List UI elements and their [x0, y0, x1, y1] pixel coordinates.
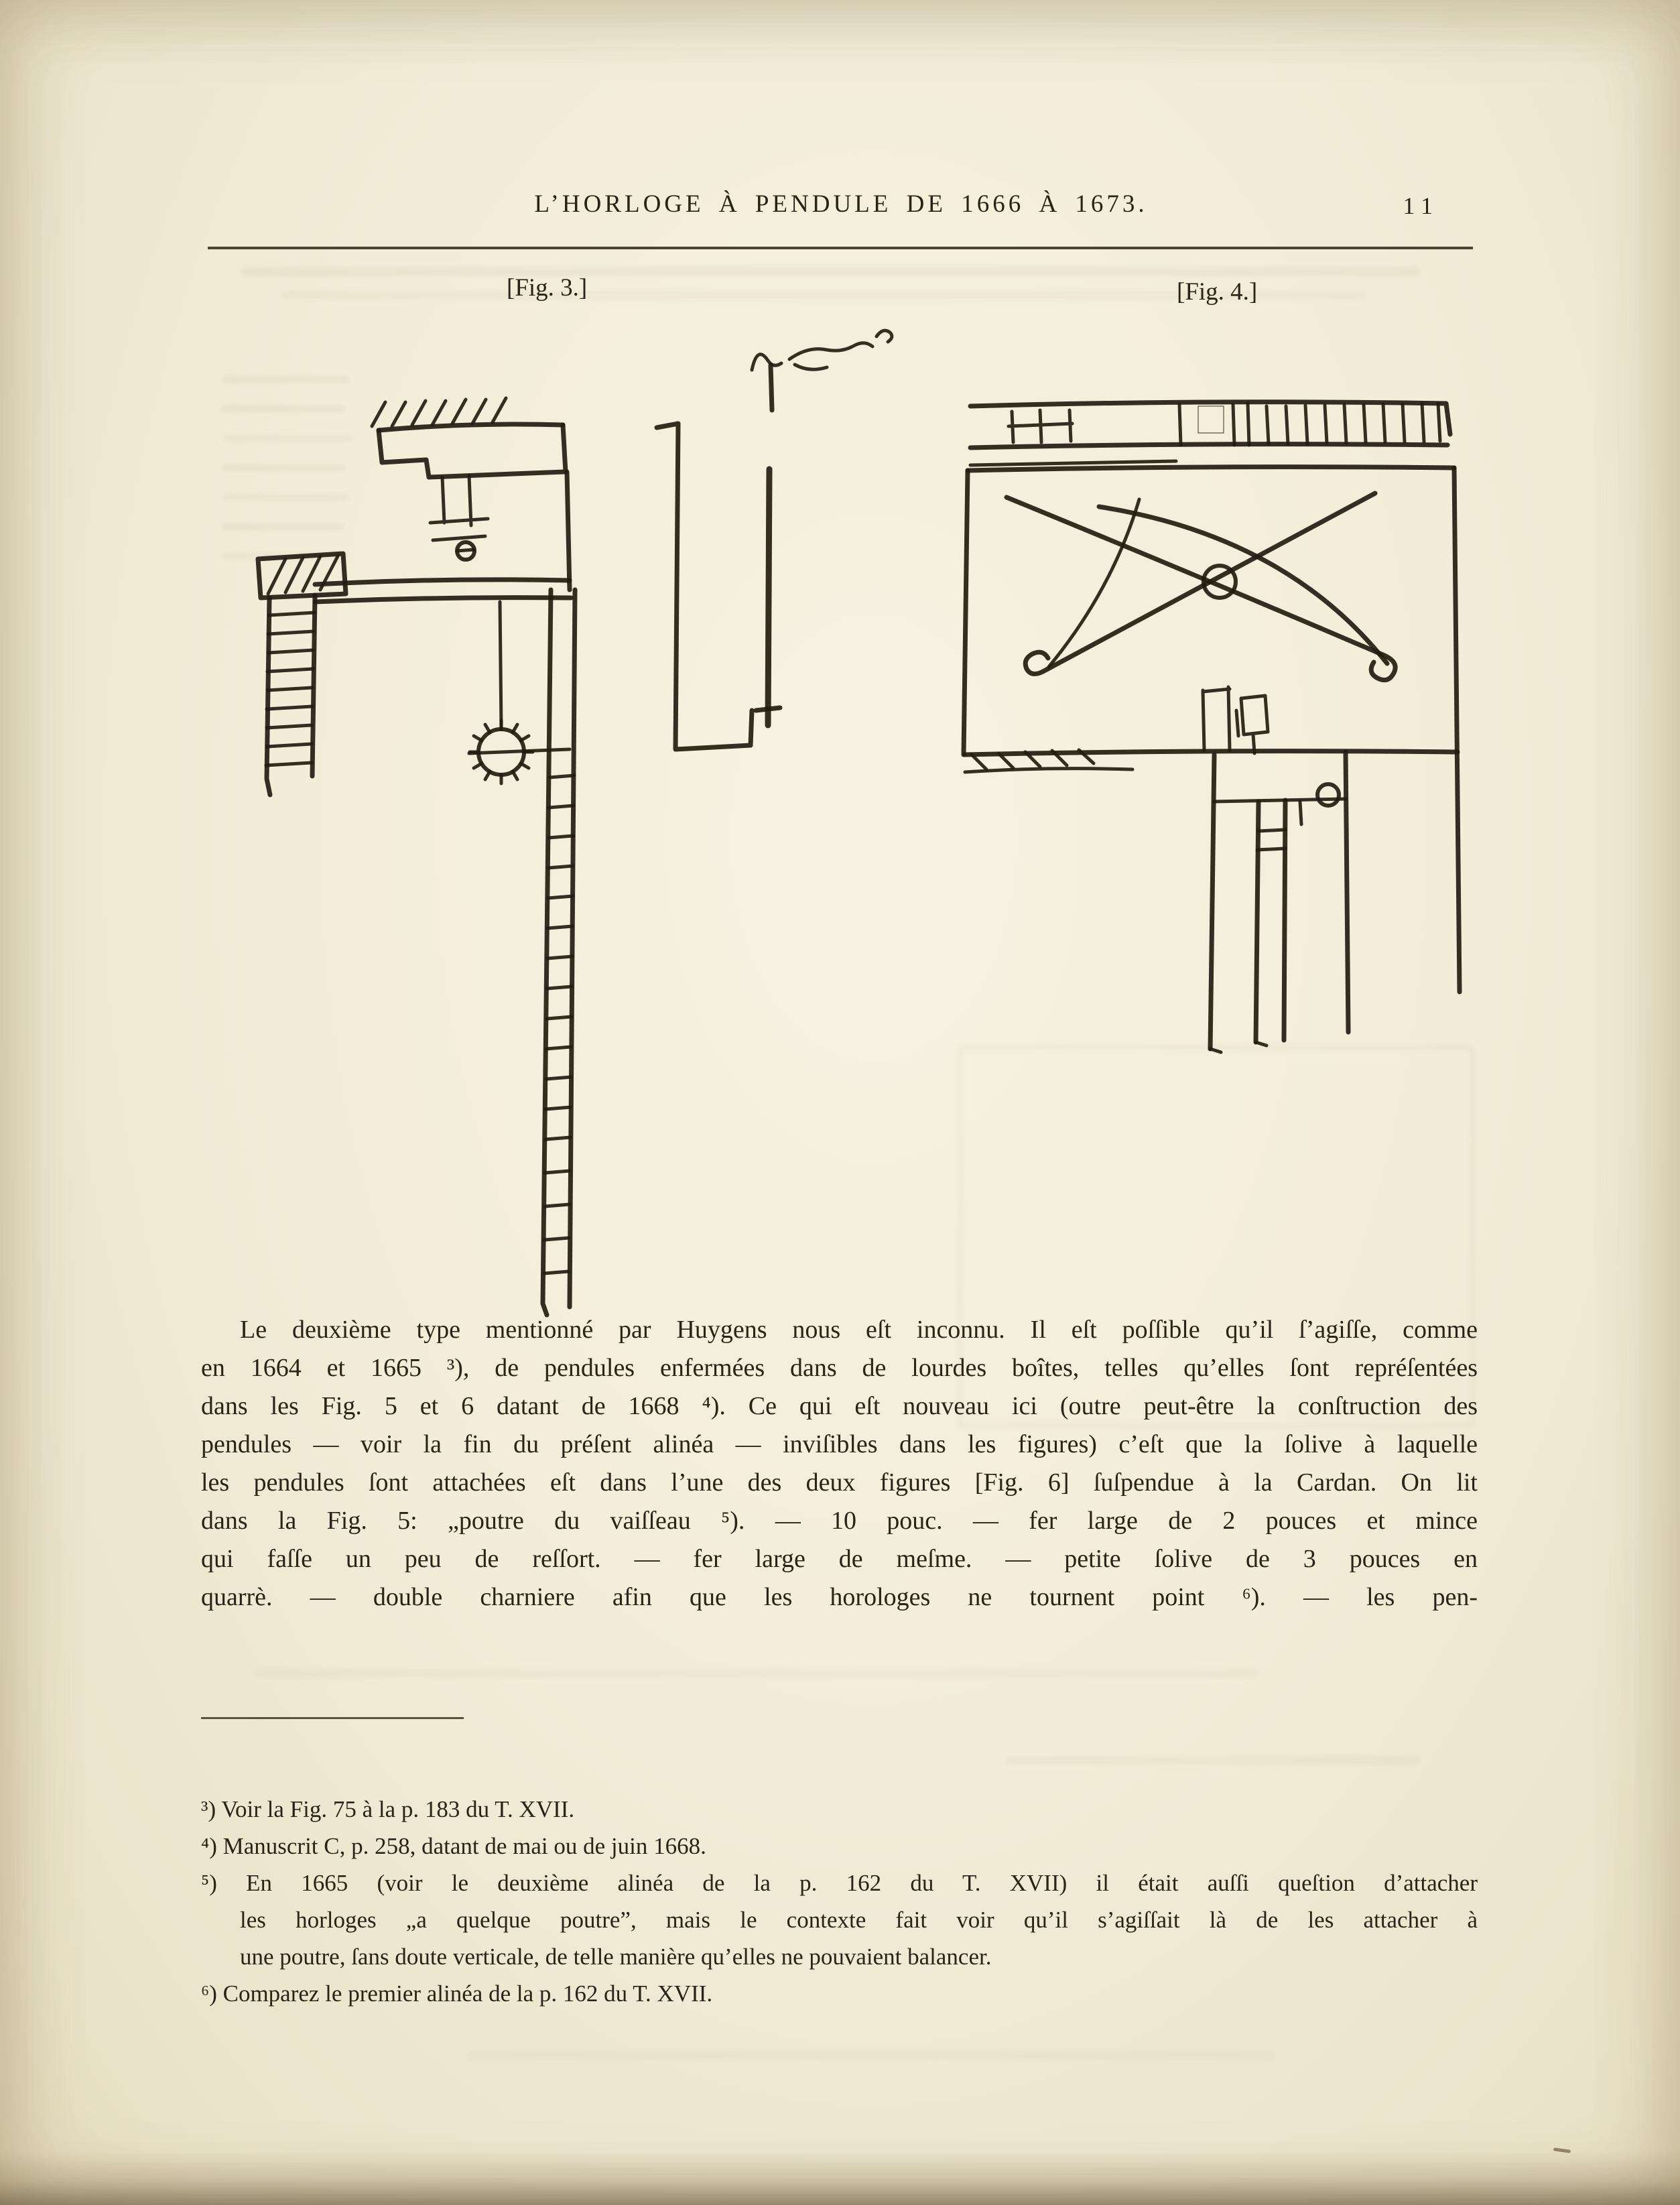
- fig4-cross-braces: [1007, 493, 1395, 680]
- fig3-sketch: [258, 330, 892, 1315]
- body-line: qui faſſe un peu de reſſort. — fer large de meſme. — petite ſolive de 3 pouces en: [201, 1545, 1478, 1573]
- body-line: dans la Fig. 5: „poutre du vaiſſeau ⁵). — 10 pouc. — fer large de 2 pouces et mince: [201, 1507, 1478, 1535]
- page-header: [208, 190, 1474, 218]
- fig3-vertical-band: [543, 590, 575, 1315]
- fig4-center-mechanism: [1203, 687, 1268, 753]
- bleedthrough-mark: [1005, 1756, 1421, 1765]
- footnote-line: ⁶) Comparez le premier alinéa de la p. 162 du T. XVII.: [201, 1980, 713, 2007]
- fig3-hatched-block: [258, 554, 346, 598]
- fig3-wall-bracket: [372, 398, 570, 590]
- footnote-line: ⁵) En 1665 (voir le deuxième alinéa de la p. 162 du T. XVII) il était auſſi queſtion d’attacher: [201, 1870, 1478, 1896]
- footnote-line: une poutre, ſans doute verticale, de telle manière qu’elles ne pouvaient balancer.: [240, 1944, 992, 1970]
- header-rule: [208, 247, 1473, 249]
- bleedthrough-mark: [469, 2051, 1273, 2060]
- fig4-caption: [Fig. 4.]: [1177, 278, 1258, 306]
- page-number: 11: [1403, 192, 1439, 219]
- footnotes-block: [201, 1791, 1478, 2012]
- ink-speck: [1553, 2147, 1571, 2153]
- fig4-pendulum-case: [1210, 752, 1348, 1052]
- bleedthrough-mark: [241, 267, 1421, 277]
- fig3-handwritten-note: [752, 330, 892, 370]
- fig3-caption: [Fig. 3.]: [507, 274, 588, 302]
- fig4-top-panel: [970, 402, 1450, 465]
- body-line: Le deuxième type mentionné par Huygens nous eſt inconnu. Il eſt poſſible qu’il ſ’agiſſe, comme: [240, 1316, 1478, 1344]
- footnote-rule: [201, 1717, 464, 1719]
- body-line: pendules — voir la fin du préſent alinéa — inviſibles dans les figures) c’eſt que la ſolive à laquelle: [201, 1430, 1478, 1458]
- body-line: dans les Fig. 5 et 6 datant de 1668 ⁴). Ce qui eſt nouveau ici (outre peut-être la conſtruction des: [201, 1392, 1478, 1420]
- body-paragraph: [201, 1311, 1478, 1617]
- footnote-line: les horloges „a quelque poutre”, mais le contexte fait voir qu’il s’agiſſait là de les attacher à: [240, 1907, 1478, 1933]
- footnote-line: ³) Voir la Fig. 75 à la p. 183 du T. XVII.: [201, 1796, 575, 1822]
- fig3-gear: [469, 602, 570, 783]
- fig3-cross-beam: [315, 580, 571, 602]
- body-line: en 1664 et 1665 ³), de pendules enfermées dans de lourdes boîtes, telles qu’elles ſont repréſentées: [201, 1354, 1478, 1382]
- body-line: les pendules ſont attachées eſt dans l’une des deux figures [Fig. 6] ſuſpendue à la Cardan. On lit: [201, 1468, 1478, 1497]
- bleedthrough-mark: [255, 1669, 1260, 1678]
- fig3-ladder-strip: [266, 595, 315, 795]
- body-line: quarrè. — double charniere afin que les horologes ne tournent point ⁶). — les pen-: [201, 1583, 1478, 1611]
- fig3-case-and-pendulum: [657, 365, 780, 749]
- fig4-sketch: [964, 402, 1460, 1052]
- manuscript-sketches: [168, 295, 1514, 1320]
- footnote-line: ⁴) Manuscrit C, p. 258, datant de mai ou de juin 1668.: [201, 1833, 706, 1859]
- running-head-title: L’HORLOGE À PENDULE DE 1666 À 1673.: [534, 190, 1148, 218]
